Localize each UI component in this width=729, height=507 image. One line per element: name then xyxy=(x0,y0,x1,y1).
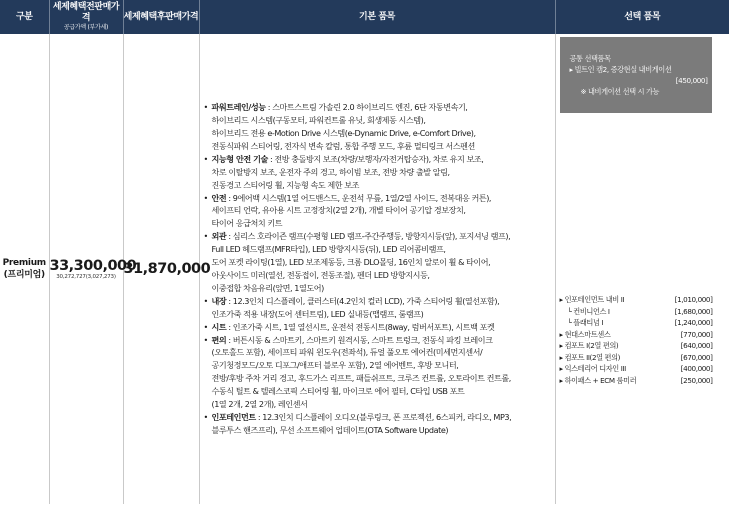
option-item xyxy=(560,340,713,352)
basic-item-continuation: 전방/후방 주차 거리 경고, 후드가스 리프트, 패들쉬프트, 크루즈 컨트롤, 오토라이트 컨트롤, xyxy=(211,373,511,384)
basic-item-category: 편의 xyxy=(211,334,227,345)
common-options-price: [450,000] xyxy=(675,76,708,85)
header-trim: 구분 xyxy=(0,0,49,34)
basic-item-text: : 12.3인치 디스플레이 오디오(블루링크, 폰 프로젝션, 6스피커, 라디오, MP3, xyxy=(255,411,512,422)
basic-item-continuation: 아웃사이드 미러(열선, 전동접이, 전동조절), 펜더 LED 방향지시등, xyxy=(211,270,430,280)
table-row xyxy=(0,34,729,504)
options-cell xyxy=(555,34,729,504)
options-list xyxy=(560,294,713,386)
price-before-breakdown: 30,272,727(3,027,273) xyxy=(56,273,116,280)
common-options-note: ※ 내비게이션 선택 시 가능 xyxy=(580,87,660,96)
basic-item xyxy=(204,101,551,153)
basic-items-list xyxy=(200,101,555,437)
option-price: [670,000] xyxy=(680,352,713,362)
basic-item xyxy=(204,334,551,411)
option-item xyxy=(560,317,713,329)
basic-item-text: : 버튼시동 & 스마트키, 스마트키 원격시동, 스마트 트렁크, 전동식 파킹 브레이크 xyxy=(226,334,493,345)
basic-item-category: 인포테인먼트 xyxy=(211,411,256,422)
price-before-value: 33,300,000 xyxy=(49,257,137,274)
basic-item-category: 안전 xyxy=(211,192,227,203)
basic-item-category: 파워트레인/성능 xyxy=(211,102,266,113)
option-item xyxy=(560,363,713,375)
basic-item-continuation: (1열 2개, 2열 2개), 레인센서 xyxy=(211,399,308,410)
basic-item-continuation: 공기청정모드/오토 디포그/애프터 블로우 포함), 2열 에어벤트, 후방 모니터, xyxy=(211,360,459,371)
common-options-item: ▸ 빌트인 캠2, 증강현실 내비게이션 xyxy=(569,65,672,74)
option-item xyxy=(560,375,713,387)
option-name: ▸ 익스테리어 디자인 III xyxy=(559,364,626,373)
basic-item-continuation: 하이브리드 시스템(구동모터, 파워컨트롤 유닛, 회생제동 시스템), xyxy=(211,115,426,126)
option-price: [1,240,000] xyxy=(674,318,713,327)
basic-item xyxy=(204,295,551,321)
option-price: [1,680,000] xyxy=(674,306,713,316)
basic-item-continuation: 도어 포켓 라이팅(1열), LED 보조제동등, 크롬 DLO몰딩, 16인치 알로이 휠 & 타이어, xyxy=(211,257,491,268)
basic-item-continuation: 차로 이탈방지 보조, 운전자 주의 경고, 하이빔 보조, 전방 차량 출발 알림, xyxy=(211,166,450,177)
basic-item-category: 시트 xyxy=(211,321,227,332)
basic-item-continuation: 이중접합 차음유리(앞면, 1열도어) xyxy=(211,282,324,293)
basic-item-continuation: 수동식 틸트 & 텔레스코픽 스티어링 휠, 마이크로 에어 필터, C타입 USB 포트 xyxy=(211,386,465,397)
basic-item-text: : 12.3인치 디스플레이, 클러스터(4.2인치 컬러 LCD), 가죽 스티어링 휠(열선포함), xyxy=(226,295,500,306)
option-item xyxy=(560,306,713,318)
basic-item-text: : 9에어백 시스템(1열 어드밴스드, 운전석 무릎, 1열/2열 사이드, 전복대응 커튼), xyxy=(226,192,492,203)
basic-item-category: 내장 xyxy=(211,295,227,306)
option-name: ▸ 인포테인먼트 내비 II xyxy=(559,295,625,304)
basic-item-continuation: 전동식파워 스티어링, 전자식 변속 칼럼, 통합 주행 모드, 후륜 멀티링크 서스펜션 xyxy=(211,140,475,151)
common-options-box xyxy=(560,37,712,113)
price-after-value: 31,870,000 xyxy=(123,261,211,277)
header-row xyxy=(0,0,729,34)
basic-item xyxy=(204,321,551,334)
trim-name: Premium xyxy=(2,258,46,268)
option-name: └ 컨비니언스 I xyxy=(567,306,610,316)
basic-item-category: 지능형 안전 기술 xyxy=(211,153,268,164)
option-name: ▸ 컴포트 I(2열 편의) xyxy=(559,341,619,350)
basic-item-continuation: (오토홀드 포함), 세이프티 파워 윈도우(전좌석), 듀얼 풀오토 에어컨(미세먼지센서/ xyxy=(211,347,483,358)
header-basic-items: 기본 품목 xyxy=(199,0,555,34)
trim-cell xyxy=(0,34,49,504)
trim-name-kr: (프리미엄) xyxy=(3,270,45,280)
basic-item-continuation: 인조가죽 적용 내장(도어 센터트림), LED 실내등(맵램프, 룸램프) xyxy=(211,308,424,319)
option-name: ▸ 하이패스 + ECM 룸미러 xyxy=(559,375,637,385)
option-item xyxy=(560,294,713,306)
header-options: 선택 품목 xyxy=(555,0,729,34)
basic-item-continuation: 타이어 응급처치 키트 xyxy=(211,218,283,229)
basic-item-text: : 심리스 호라이즌 램프(수평형 LED 램프-주간주행등, 방향지시등(앞), 포지셔닝 램프), xyxy=(226,231,511,242)
header-price-after: 세제혜택후판매가격 xyxy=(123,0,199,34)
option-name: ▸ 컴포트 II(2열 편의) xyxy=(559,352,621,362)
price-after-cell xyxy=(123,34,211,504)
option-price: [770,000] xyxy=(680,329,713,339)
option-item xyxy=(560,352,713,364)
common-options-title: 공통 선택품목 xyxy=(569,54,611,63)
basic-item-continuation: 진동경고 스티어링 휠, 지능형 속도 제한 보조 xyxy=(211,179,359,190)
option-name: ▸ 현대스마트센스 xyxy=(559,329,611,339)
basic-item xyxy=(204,411,551,437)
option-name: └ 플래티넘 I xyxy=(567,318,604,327)
basic-item-text: : 스마트스트림 가솔린 2.0 하이브리드 엔진, 6단 자동변속기, xyxy=(265,102,468,113)
option-price: [640,000] xyxy=(680,341,713,350)
option-price: [1,010,000] xyxy=(674,295,713,304)
basic-item xyxy=(204,153,551,192)
basic-item-continuation: 하이브리드 전용 e-Motion Drive 시스템(e-Dynamic Drive, e-Comfort Drive), xyxy=(211,128,476,139)
basic-item xyxy=(204,192,551,231)
option-item xyxy=(560,329,713,341)
basic-item-continuation: 블루투스 핸즈프리), 무선 소프트웨어 업데이트(OTA Software Update) xyxy=(211,424,449,435)
header-price-before: 세제혜택전판매가격 공급가액 (부가세) xyxy=(49,0,123,34)
basic-item-continuation: Full LED 헤드램프(MFR타입), LED 방향지시등(뒤), LED 리어콤비램프, xyxy=(211,244,446,255)
basic-item-category: 외관 xyxy=(211,231,227,242)
option-price: [250,000] xyxy=(680,375,713,385)
basic-item-text: : 인조가죽 시트, 1열 열선시트, 운전석 전동시트(8way, 럼버서포트), 시트백 포켓 xyxy=(226,321,495,332)
basic-items-cell xyxy=(199,34,555,504)
basic-item-continuation: 세이프티 언락, 유아용 시트 고정장치(2열 2개), 개별 타이어 공기압 경보장치, xyxy=(211,205,466,216)
basic-item xyxy=(204,230,551,295)
price-before-cell xyxy=(49,34,137,504)
basic-item-text: : 전방 충돌방지 보조(차량/보행자/자전거탑승자), 차로 유지 보조, xyxy=(267,153,484,164)
option-price: [400,000] xyxy=(680,364,713,373)
